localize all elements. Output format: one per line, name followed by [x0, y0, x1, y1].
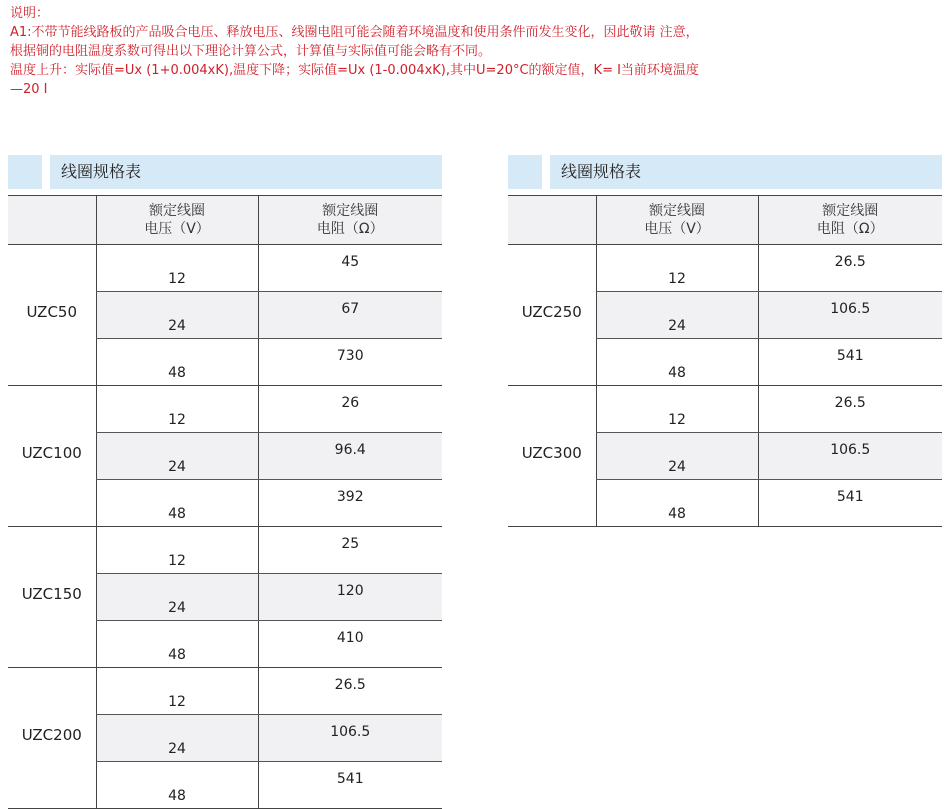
table-row: [8, 668, 442, 715]
note-formula-cont: —20 I: [10, 82, 48, 97]
header-text: 额定线圈: [322, 203, 379, 219]
coil-spec-grid: [8, 195, 442, 809]
coil-spec-table-left: [8, 155, 442, 809]
resistance-cell: 541: [758, 339, 942, 386]
header-rated-voltage: [596, 196, 758, 245]
resistance-cell: 25: [258, 527, 442, 574]
resistance-cell: 26.5: [258, 668, 442, 715]
resistance-cell: 67: [258, 292, 442, 339]
voltage-cell: 12: [596, 245, 758, 292]
voltage-cell: 48: [596, 480, 758, 527]
header-row: [508, 196, 942, 245]
header-model: [8, 196, 96, 245]
note-heading: 说明：: [10, 6, 50, 21]
header-text: 额定线圈: [649, 203, 705, 219]
voltage-cell: 12: [96, 245, 258, 292]
model-cell: UZC150: [8, 527, 96, 668]
resistance-cell: 120: [258, 574, 442, 621]
resistance-cell: 541: [758, 480, 942, 527]
header-model: [508, 196, 596, 245]
voltage-cell: 12: [96, 668, 258, 715]
resistance-cell: 410: [258, 621, 442, 668]
voltage-cell: 24: [96, 574, 258, 621]
voltage-cell: 12: [596, 386, 758, 433]
note-line: 根据铜的电阻温度系数可得出以下理论计算公式，计算值与实际值可能会略有不同。: [10, 44, 492, 59]
resistance-cell: 26.5: [758, 245, 942, 292]
table-row: [508, 386, 942, 433]
voltage-cell: 12: [96, 527, 258, 574]
coil-spec-table-right: [508, 155, 942, 527]
resistance-cell: 26.5: [758, 386, 942, 433]
note-line: A1:不带节能线路板的产品吸合电压、释放电压、线圈电阻可能会随着环境温度和使用条件而发生变化，因此敬请 注意，: [10, 25, 699, 40]
voltage-cell: 24: [96, 292, 258, 339]
header-rated-resistance: [258, 196, 442, 245]
model-cell: UZC250: [508, 245, 596, 386]
voltage-cell: 48: [96, 339, 258, 386]
header-rated-voltage: [96, 196, 258, 245]
resistance-cell: 45: [258, 245, 442, 292]
table-row: [508, 245, 942, 292]
title-divider: [542, 155, 550, 189]
header-rated-resistance: [758, 196, 942, 245]
resistance-cell: 106.5: [258, 715, 442, 762]
resistance-cell: 26: [258, 386, 442, 433]
voltage-cell: 48: [96, 621, 258, 668]
resistance-cell: 96.4: [258, 433, 442, 480]
voltage-cell: 24: [596, 292, 758, 339]
header-text: 电压（V）: [644, 221, 710, 237]
spec-title-bar: [8, 155, 442, 189]
note-formula: 温度上升：实际值=Ux (1+0.004xK),温度下降；实际值=Ux (1-0.004xK),其中U=20°C的额定值，K= I当前环境温度: [10, 63, 699, 78]
table-row: [8, 386, 442, 433]
voltage-cell: 48: [96, 480, 258, 527]
table-row: [8, 527, 442, 574]
resistance-cell: 730: [258, 339, 442, 386]
spec-title: 线圈规格表: [561, 162, 642, 181]
title-divider: [42, 155, 50, 189]
resistance-cell: 392: [258, 480, 442, 527]
header-text: 电阻（Ω）: [316, 221, 384, 237]
resistance-cell: 106.5: [758, 433, 942, 480]
voltage-cell: 24: [96, 433, 258, 480]
voltage-cell: 24: [96, 715, 258, 762]
resistance-cell: 541: [258, 762, 442, 809]
spec-title: 线圈规格表: [61, 162, 142, 181]
header-row: [8, 196, 442, 245]
voltage-cell: 24: [596, 433, 758, 480]
voltage-cell: 48: [596, 339, 758, 386]
header-text: 额定线圈: [822, 203, 879, 219]
coil-spec-grid: [508, 195, 942, 527]
model-cell: UZC200: [8, 668, 96, 809]
header-text: 额定线圈: [149, 203, 205, 219]
model-cell: UZC50: [8, 245, 96, 386]
resistance-cell: 106.5: [758, 292, 942, 339]
notes-block: [10, 4, 940, 99]
spec-title-bar: [508, 155, 942, 189]
model-cell: UZC300: [508, 386, 596, 527]
table-row: [8, 245, 442, 292]
voltage-cell: 12: [96, 386, 258, 433]
header-text: 电压（V）: [144, 221, 210, 237]
header-text: 电阻（Ω）: [816, 221, 884, 237]
voltage-cell: 48: [96, 762, 258, 809]
model-cell: UZC100: [8, 386, 96, 527]
